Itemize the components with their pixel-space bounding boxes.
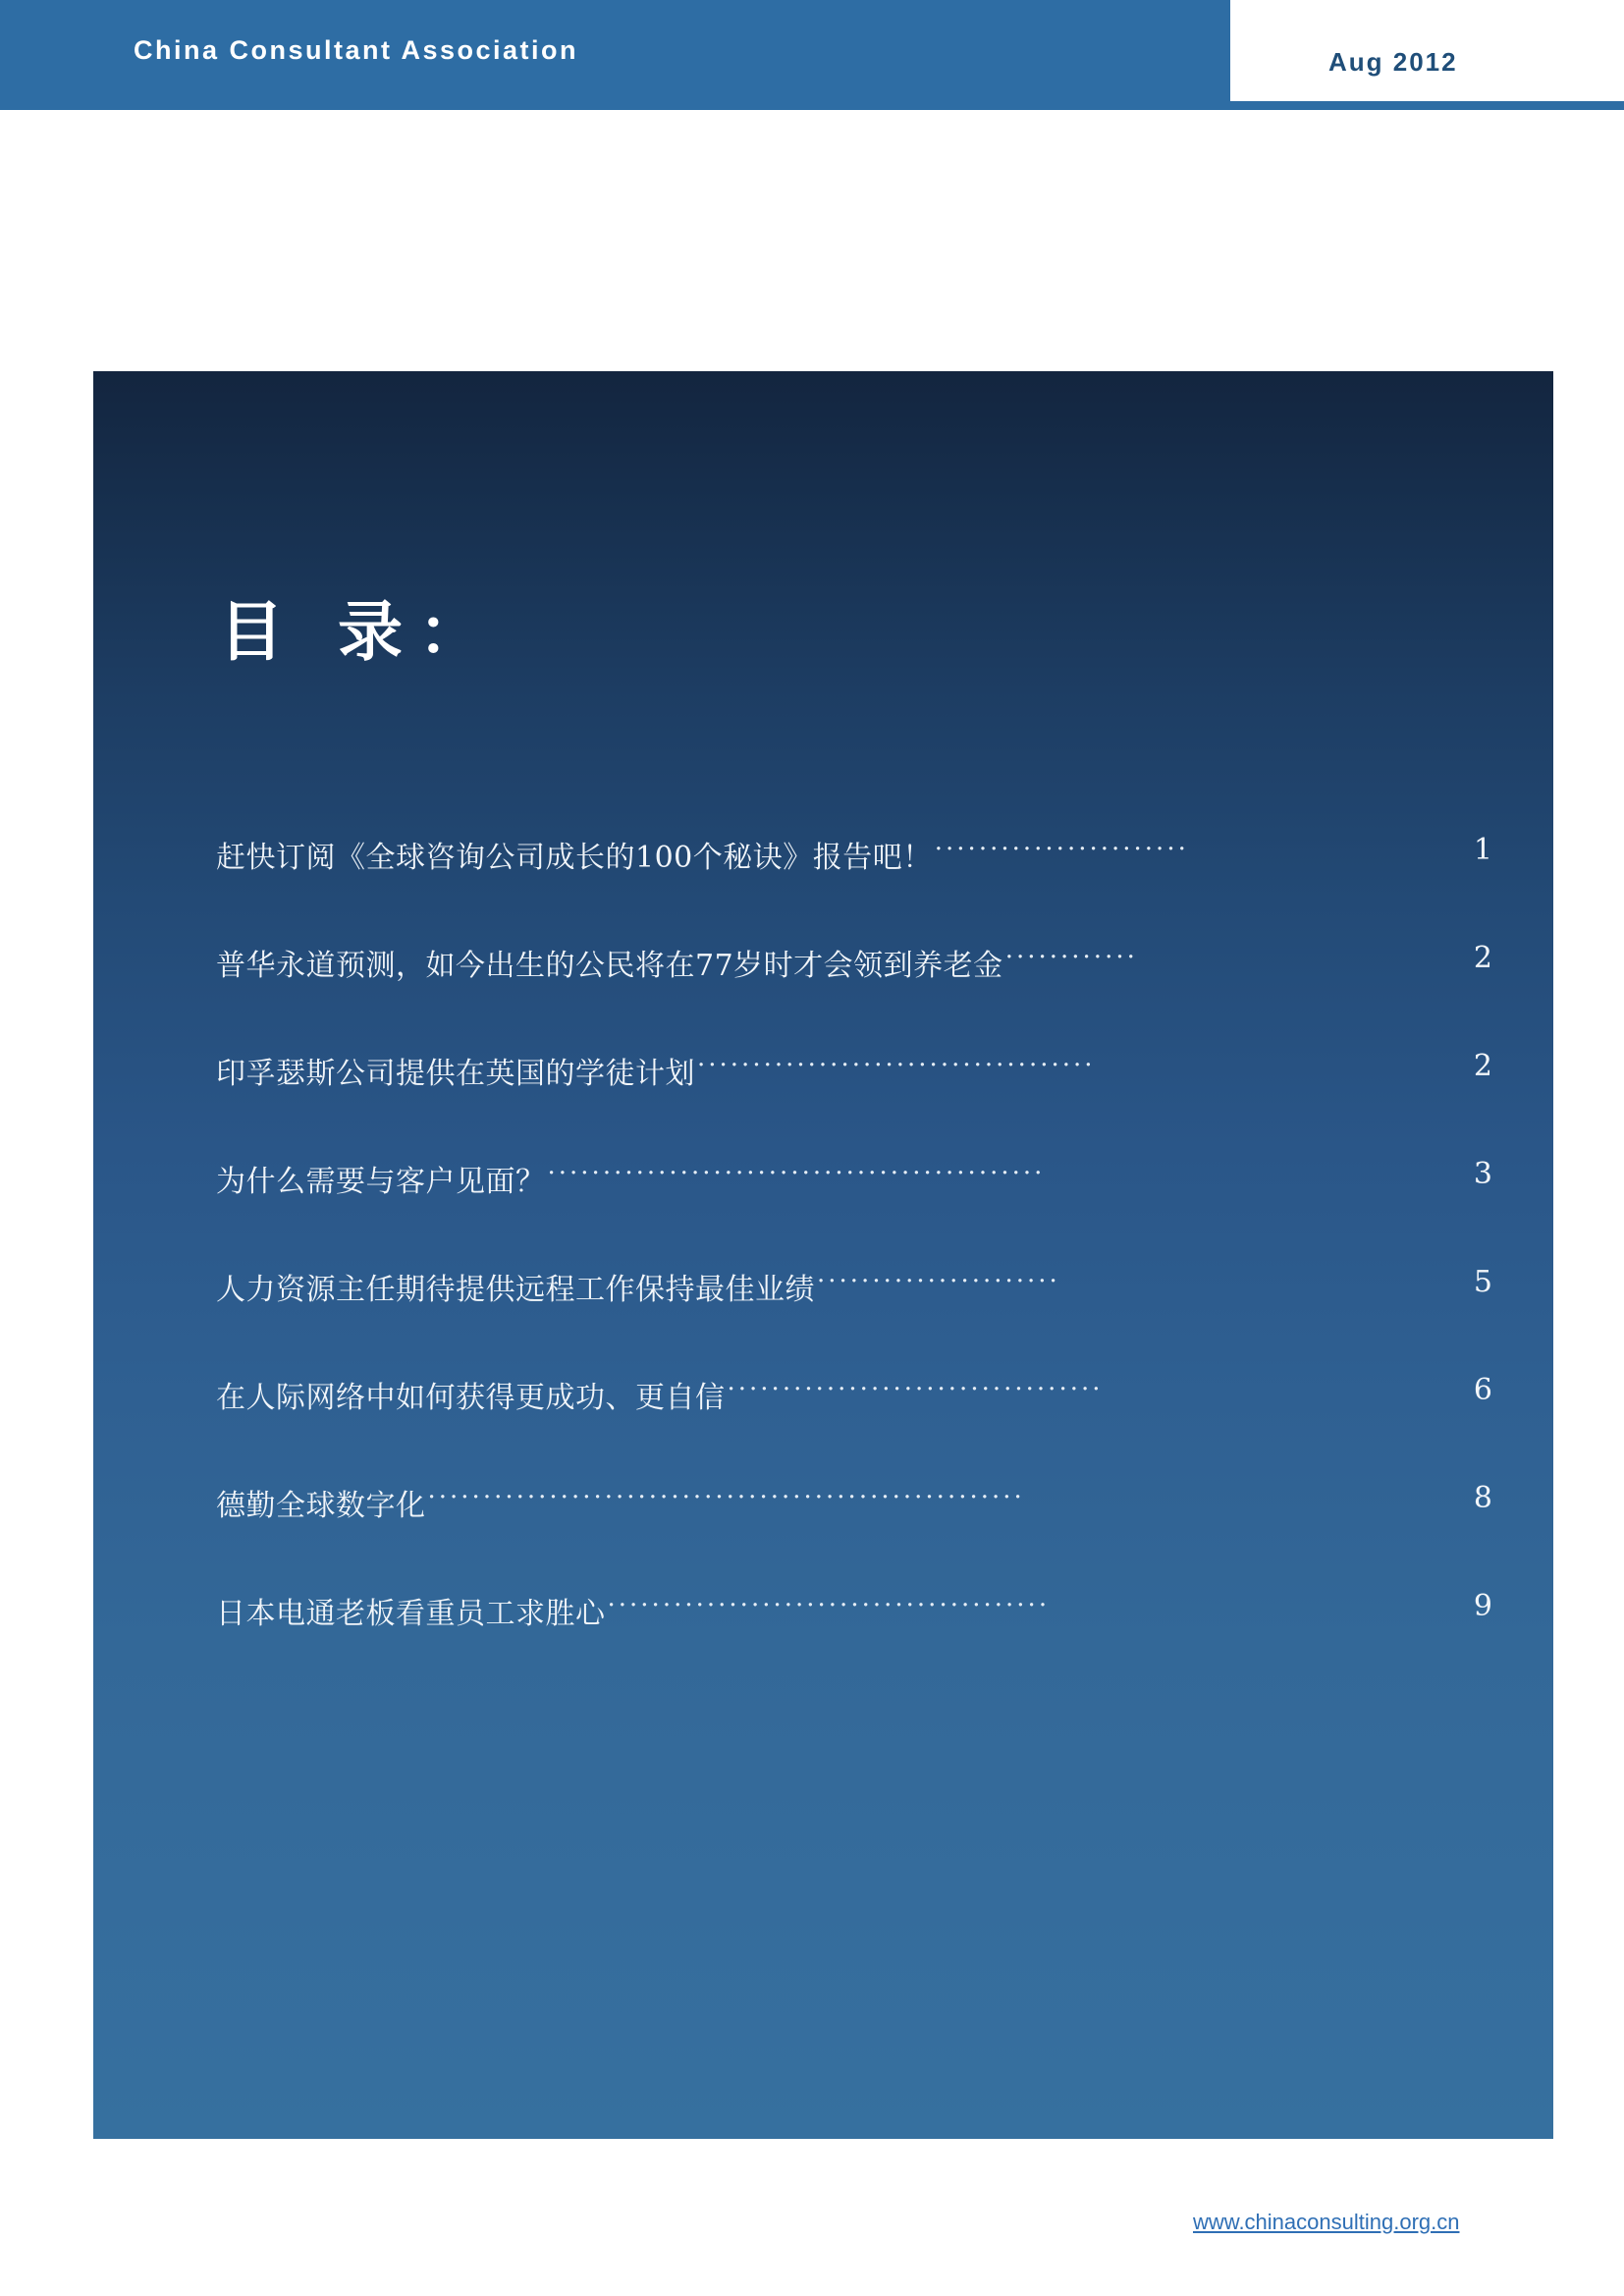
toc-heading: 目 录： (219, 593, 499, 670)
organization-title: China Consultant Association (134, 35, 579, 65)
table-of-contents-panel (93, 371, 1553, 2139)
toc-entry-page: 2 (1473, 941, 1492, 975)
toc-entry-leader: ············································· (547, 1159, 1046, 1188)
toc-entry-page: 2 (1473, 1049, 1492, 1083)
website-link[interactable]: www.chinaconsulting.org.cn (1193, 2210, 1460, 2234)
issue-date: Aug 2012 (1328, 47, 1458, 77)
toc-entry-list (216, 833, 1492, 1697)
toc-entry-title: 日本电通老板看重员工求胜心 (216, 1597, 606, 1631)
toc-entry[interactable] (216, 1265, 1492, 1373)
toc-entry[interactable] (216, 941, 1492, 1049)
toc-entry[interactable] (216, 1049, 1492, 1157)
toc-entry-page: 3 (1473, 1157, 1492, 1191)
toc-entry-leader: ·································· (727, 1375, 1104, 1404)
toc-entry-page: 9 (1473, 1589, 1492, 1623)
toc-entry-leader: ······················ (817, 1267, 1060, 1296)
toc-entry-title: 印孚瑟斯公司提供在英国的学徒计划 (216, 1057, 695, 1091)
toc-entry[interactable] (216, 833, 1492, 941)
toc-entry-title: 德勤全球数字化 (216, 1489, 426, 1523)
toc-entry-leader: ······················· (934, 835, 1189, 864)
toc-entry-leader: ···································· (697, 1051, 1096, 1080)
toc-entry-title: 赶快订阅《全球咨询公司成长的100个秘诀》报告吧！ (216, 841, 933, 875)
toc-entry-page: 1 (1473, 833, 1492, 867)
page-header (0, 0, 1624, 110)
toc-entry[interactable] (216, 1373, 1492, 1481)
toc-entry-leader: ············ (1004, 943, 1138, 972)
toc-entry-title: 为什么需要与客户见面？ (216, 1165, 546, 1199)
toc-entry[interactable] (216, 1481, 1492, 1589)
toc-entry-title: 在人际网络中如何获得更成功、更自信 (216, 1381, 726, 1415)
toc-entry[interactable] (216, 1589, 1492, 1697)
toc-entry-title: 人力资源主任期待提供远程工作保持最佳业绩 (216, 1273, 815, 1307)
toc-entry-page: 8 (1473, 1481, 1492, 1515)
toc-entry-title: 普华永道预测，如今出生的公民将在77岁时才会领到养老金 (216, 949, 1003, 983)
toc-entry-leader: ········································ (607, 1591, 1051, 1620)
toc-entry[interactable] (216, 1157, 1492, 1265)
toc-entry-page: 5 (1473, 1265, 1492, 1299)
toc-entry-leader: ······················································ (427, 1483, 1025, 1512)
toc-entry-page: 6 (1473, 1373, 1492, 1407)
